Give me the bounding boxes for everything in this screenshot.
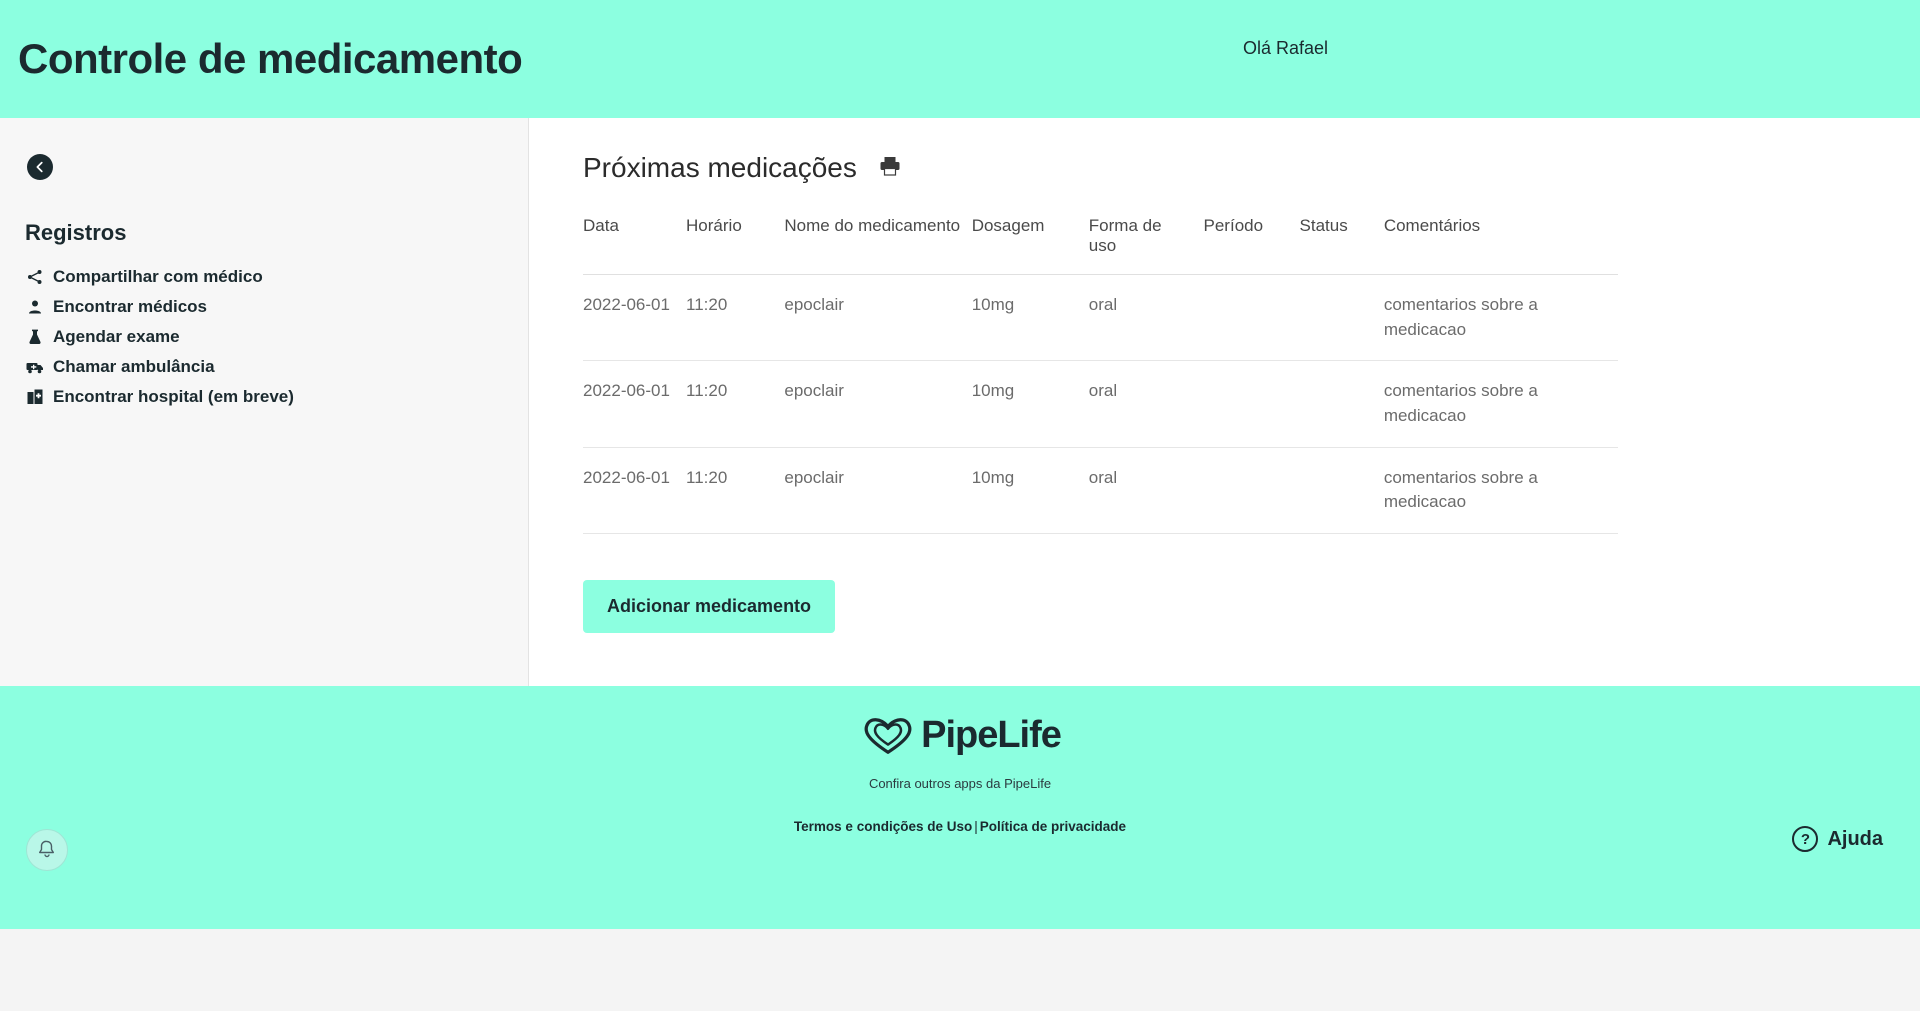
cell-data: 2022-06-01: [583, 361, 686, 447]
cell-nome: epoclair: [784, 447, 971, 533]
cell-periodo: [1204, 275, 1300, 361]
content-panel: [529, 118, 1920, 686]
cell-horario: 11:20: [686, 447, 784, 533]
sidebar-list: [0, 266, 528, 408]
column-header-status: Status: [1300, 208, 1384, 275]
table-row[interactable]: [583, 275, 1618, 361]
table-row[interactable]: [583, 447, 1618, 533]
cell-dosagem: 10mg: [972, 275, 1089, 361]
cell-data: 2022-06-01: [583, 447, 686, 533]
footer-links: [794, 819, 1126, 834]
footer: [0, 686, 1920, 929]
section-title: Próximas medicações: [583, 152, 857, 183]
column-header-nome: Nome do medicamento: [784, 208, 971, 275]
table-head: [583, 208, 1618, 275]
page-bottom-spacer: [0, 929, 1920, 1011]
column-header-data: Data: [583, 208, 686, 275]
sidebar-item-label: Compartilhar com médico: [53, 267, 263, 286]
back-button[interactable]: [27, 154, 53, 180]
table-header-row: [583, 208, 1618, 275]
footer-subtitle: Confira outros apps da PipeLife: [868, 776, 1052, 791]
notifications-button[interactable]: [26, 829, 68, 871]
lab-flask-icon: [25, 329, 45, 345]
cell-comentarios: comentarios sobre a medicacao: [1384, 361, 1618, 447]
cell-horario: 11:20: [686, 275, 784, 361]
help-label: Ajuda: [1827, 827, 1883, 850]
medications-table: [583, 208, 1618, 534]
content-header: [583, 152, 1920, 184]
logo-text: PipeLife: [921, 713, 1061, 756]
column-header-horario: Horário: [686, 208, 784, 275]
main-area: [0, 118, 1920, 686]
cell-forma: oral: [1089, 275, 1204, 361]
question-mark-icon: ?: [1792, 826, 1818, 852]
table-body: [583, 275, 1618, 534]
column-header-comentarios: Comentários: [1384, 208, 1618, 275]
cell-periodo: [1204, 361, 1300, 447]
cell-nome: epoclair: [784, 275, 971, 361]
sidebar-item-chamar-ambulancia[interactable]: [25, 356, 528, 378]
column-header-forma-de-uso: Forma de uso: [1089, 208, 1204, 275]
hospital-icon: [25, 389, 45, 405]
sidebar-item-label: Encontrar hospital (em breve): [53, 387, 294, 406]
column-header-periodo: Período: [1204, 208, 1300, 275]
sidebar-item-label: Encontrar médicos: [53, 297, 207, 316]
table-row[interactable]: [583, 361, 1618, 447]
page-title: Controle de medicamento: [18, 35, 523, 82]
add-medication-button[interactable]: Adicionar medicamento: [583, 580, 835, 633]
cell-horario: 11:20: [686, 361, 784, 447]
cell-nome: epoclair: [784, 361, 971, 447]
cell-comentarios: comentarios sobre a medicacao: [1384, 447, 1618, 533]
app-header: [0, 0, 1920, 118]
cell-dosagem: 10mg: [972, 447, 1089, 533]
sidebar-item-label: Agendar exame: [53, 327, 180, 346]
sidebar-item-agendar-exame[interactable]: [25, 326, 528, 348]
cell-periodo: [1204, 447, 1300, 533]
share-icon: [25, 269, 45, 285]
heart-logo-icon: [859, 712, 917, 758]
cell-status: [1300, 275, 1384, 361]
sidebar-heading: Registros: [25, 220, 127, 245]
link-separator: |: [974, 819, 978, 834]
privacy-link[interactable]: Política de privacidade: [979, 819, 1127, 834]
doctor-icon: [25, 299, 45, 315]
bell-icon: [38, 840, 56, 860]
cell-data: 2022-06-01: [583, 275, 686, 361]
cell-forma: oral: [1089, 447, 1204, 533]
cell-status: [1300, 447, 1384, 533]
sidebar-item-encontrar-medicos[interactable]: [25, 296, 528, 318]
sidebar-item-encontrar-hospital[interactable]: [25, 386, 528, 408]
sidebar-item-compartilhar-com-medico[interactable]: [25, 266, 528, 288]
cell-comentarios: comentarios sobre a medicacao: [1384, 275, 1618, 361]
cell-status: [1300, 361, 1384, 447]
ambulance-icon: [25, 359, 45, 375]
user-greeting: Olá Rafael: [1243, 38, 1329, 58]
pipelife-logo: [859, 712, 1061, 758]
cell-forma: oral: [1089, 361, 1204, 447]
print-icon[interactable]: [879, 156, 901, 180]
sidebar-item-label: Chamar ambulância: [53, 357, 215, 376]
sidebar: [0, 118, 529, 686]
back-arrow-icon: [33, 160, 47, 174]
help-button[interactable]: [1792, 826, 1883, 852]
column-header-dosagem: Dosagem: [972, 208, 1089, 275]
cell-dosagem: 10mg: [972, 361, 1089, 447]
terms-link[interactable]: Termos e condições de Uso: [793, 819, 973, 834]
